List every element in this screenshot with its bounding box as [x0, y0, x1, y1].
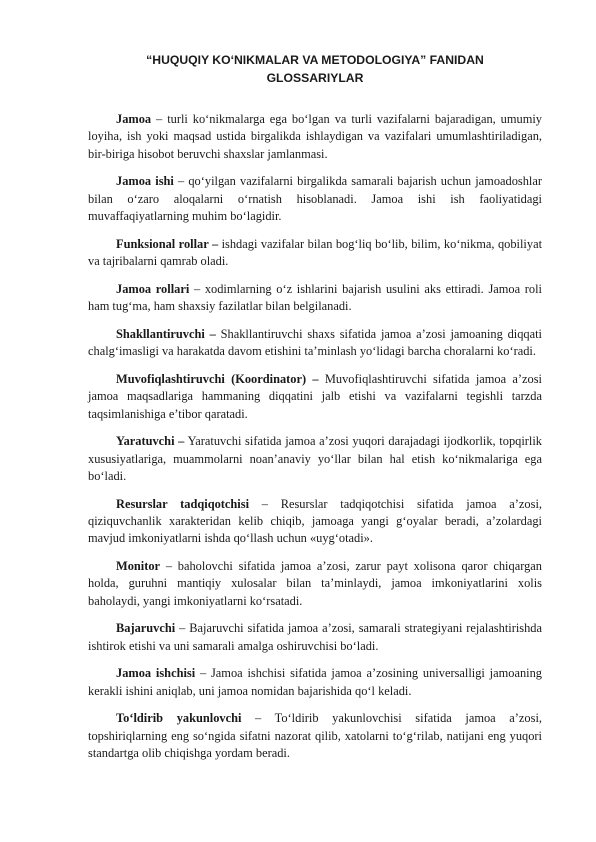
glossary-term: Muvofiqlashtiruvchi (Koordinator) –	[116, 371, 319, 386]
glossary-definition: ishdagi vazifalar bilan bog‘liq bo‘lib, bilim, ko‘nikma, qobiliyat va tajribalarni qamrab oladi.	[88, 236, 543, 269]
glossary-definition: – qo‘yilgan vazifalarni birgalikda samarali bajarish uchun jamoadoshlar bilan o‘zaro aloqalarni o‘rnatish hisoblanadi. Jamoa ishi ish faoliyatidagi muvaffaqiyatlarning muhim bo‘lagidir.	[88, 174, 542, 224]
glossary-term: Shakllantiruvchi –	[116, 326, 216, 341]
glossary-term: Jamoa	[116, 112, 152, 126]
glossary-term: Yaratuvchi –	[116, 434, 185, 449]
glossary-entry	[88, 281, 542, 316]
glossary-definition: – turli ko‘nikmalarga ega bo‘lgan va turli vazifalarni bajaradigan, umumiy loyiha, ish yoki maqsad ustida birgalikda ishlaydigan va vazifalari umumlashtiriladigan, bir-biriga hisobot beruvchi shaxslar jamlanmasi.	[88, 112, 542, 161]
glossary-definition: – Jamoa ishchisi sifatida jamoa a’zosining universalligi jamoaning kerakli ishini aniqlab, uni jamoa nomidan bajarishida qo‘l keladi.	[88, 666, 542, 698]
glossary-term: Resurslar tadqiqotchisi	[116, 496, 250, 511]
glossary-term: Jamoa ishi	[116, 174, 174, 189]
glossary-definition: Shakllantiruvchi shaxs sifatida jamoa a’zosi jamoaning diqqati chalg‘imasligi va harakatda davom etishini ta’minlash yo‘lidagi barcha choralarni ko‘radi.	[88, 326, 542, 359]
glossary-definition: Yaratuvchi sifatida jamoa a’zosi yuqori darajadagi ijodkorlik, topqirlik xususiyatlariga, muammolarni noan’anaviy yo‘llar bilan hal etish ko‘nikmalariga ega bo‘ladi.	[88, 434, 542, 484]
glossary-definition: – Resurslar tadqiqotchisi sifatida jamoa a’zosi, qiziquvchanlik xarakteridan kelib chiqib, jamoaga yangi g‘oyalar beradi, a’zolardagi mavjud imkoniyatlarni ishda qo‘llash uchun «uyg‘otadi».	[88, 496, 542, 546]
glossary-definition: – baholovchi sifatida jamoa a’zosi, zarur payt xolisona qaror chiqargan holda, guruhni mantiqiy xulosalar bilan ta’minlaydi, jamoa imkoniyatlarini xolis baholaydi, yangi imkoniyatlarni ko‘rsatadi.	[88, 559, 542, 608]
glossary-definition: Muvofiqlashtiruvchi sifatida jamoa a’zosi jamoa maqsadlariga hammaning diqqatini jalb etishi va vazifalarni tegishli tarzda taqsimlanishiga e’tibor qaratadi.	[88, 371, 542, 421]
glossary-entry	[88, 620, 542, 655]
glossary-term: Bajaruvchi	[116, 621, 176, 636]
glossary-entry	[88, 111, 542, 163]
glossary-term: To‘ldirib yakunlovchi	[116, 711, 242, 726]
glossary-entry	[88, 496, 542, 548]
glossary-entry	[88, 371, 542, 423]
glossary-term: Jamoa ishchisi	[116, 666, 196, 681]
page-title: “HUQUQIY KO‘NIKMALAR VA METODOLOGIYA” FANIDAN GLOSSARIYLAR	[146, 53, 484, 85]
glossary-entry	[88, 710, 542, 762]
glossary-definition: – Bajaruvchi sifatida jamoa a’zosi, samarali strategiyani rejalashtirishda ishtirok etishi va uni samarali amalga oshiruvchisi bo‘ladi.	[88, 621, 542, 653]
glossary-entry	[88, 236, 542, 271]
glossary-entry	[88, 433, 542, 485]
glossary-term: Funksional rollar –	[116, 236, 219, 251]
glossary-entry	[88, 173, 542, 225]
glossary-entry	[88, 558, 542, 610]
glossary-term: Jamoa rollari	[116, 281, 190, 296]
glossary-definition: – To‘ldirib yakunlovchisi sifatida jamoa a’zosi, topshiriqlarning eng so‘ngida sifatni nazorat qilib, xatolarni to‘g‘rilab, natijani eng yuqori standartga olib chiqishga yordam beradi.	[88, 711, 542, 761]
glossary-term: Monitor	[116, 559, 161, 574]
glossary-entry	[88, 326, 542, 361]
glossary-definition: – xodimlarning o‘z ishlarini bajarish usulini aks ettiradi. Jamoa roli ham tug‘ma, ham shaxsiy fazilatlar bilan belgilanadi.	[88, 281, 542, 314]
glossary-entry	[88, 665, 542, 700]
